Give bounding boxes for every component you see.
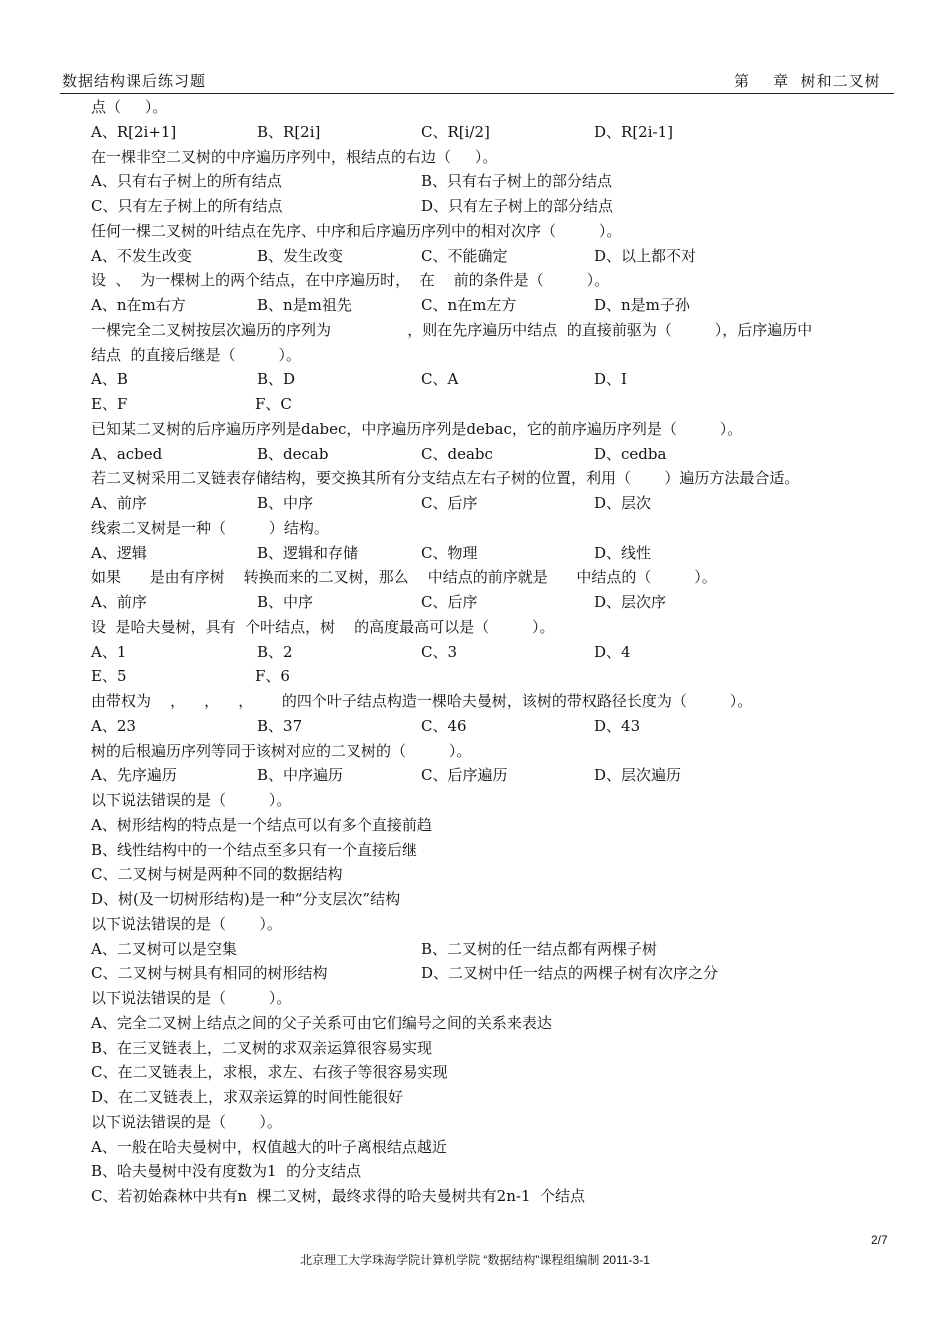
option-text: D、层次序 xyxy=(594,593,667,611)
text-line xyxy=(91,615,901,640)
line-text: 线索二叉树是一种（ ）结构。 xyxy=(91,518,329,537)
option-row xyxy=(91,937,901,962)
line-text: 以下说法错误的是（ ）。 xyxy=(91,1112,282,1131)
text-line xyxy=(91,1110,901,1135)
text-line xyxy=(91,838,901,863)
line-text: C、在二叉链表上，求根，求左、右孩子等很容易实现 xyxy=(91,1063,448,1082)
option-text: A、B xyxy=(91,370,128,389)
option-text: D、层次遍历 xyxy=(594,766,682,785)
text-line xyxy=(91,1060,901,1085)
option-text: A、逻辑 xyxy=(91,543,147,562)
text-line xyxy=(91,862,901,887)
option-text: C、n在m左方 xyxy=(421,296,517,314)
option-text: B、中序 xyxy=(257,593,314,611)
option-text: C、二叉树与树具有相同的树形结构 xyxy=(91,964,328,983)
option-text: A、二叉树可以是空集 xyxy=(91,939,237,958)
option-text: E、5 xyxy=(91,667,127,686)
option-row xyxy=(91,442,901,467)
exercise-body xyxy=(91,95,901,1209)
line-text: B、在三叉链表上，二叉树的求双亲运算很容易实现 xyxy=(91,1038,433,1057)
option-text: B、中序 xyxy=(257,494,314,512)
option-text: B、D xyxy=(257,370,296,389)
line-text: 以下说法错误的是（ ）。 xyxy=(91,791,292,809)
option-text: B、n是m祖先 xyxy=(257,296,352,314)
option-row xyxy=(91,961,901,986)
option-text: B、二叉树的任一结点都有两棵子树 xyxy=(421,939,658,958)
option-text: C、后序遍历 xyxy=(421,766,508,785)
line-text: 树的后根遍历序列等同于该树对应的二叉树的（ ）。 xyxy=(91,741,472,760)
option-text: B、只有右子树上的部分结点 xyxy=(421,172,613,191)
text-line xyxy=(91,1184,901,1209)
option-text: F、C xyxy=(255,395,292,413)
line-text: A、树形结构的特点是一个结点可以有多个直接前趋 xyxy=(91,815,432,834)
line-text: 设 、 为一棵树上的两个结点，在中序遍历时， 在 前的条件是（ ）。 xyxy=(91,271,610,290)
option-text: B、decab xyxy=(257,444,329,463)
text-line xyxy=(91,343,901,368)
option-row xyxy=(91,244,901,269)
option-text: A、1 xyxy=(91,642,127,661)
line-text: 在一棵非空二叉树的中序遍历序列中，根结点的右边（ ）。 xyxy=(91,147,498,166)
line-text: D、树(及一切树形结构)是一种“分支层次”结构 xyxy=(91,890,401,908)
option-text: E、F xyxy=(91,395,128,413)
line-text: C、二叉树与树是两种不同的数据结构 xyxy=(91,865,343,884)
option-text: A、R[2i+1] xyxy=(91,122,177,141)
text-line xyxy=(91,689,901,714)
option-text: A、23 xyxy=(91,716,136,735)
line-text: 一棵完全二叉树按层次遍历的序列为 ，则在先序遍历中结点 的直接前驱为（ ），后序遍历中 xyxy=(91,320,813,339)
line-text: A、完全二叉树上结点之间的父子关系可由它们编号之间的关系来表达 xyxy=(91,1013,552,1032)
text-line xyxy=(91,986,901,1011)
option-text: B、R[2i] xyxy=(257,122,321,141)
option-text: C、只有左子树上的所有结点 xyxy=(91,197,283,215)
line-text: 以下说法错误的是（ ）。 xyxy=(91,989,292,1007)
option-text: C、deabc xyxy=(421,444,493,463)
line-text: 如果 是由有序树 转换而来的二叉树，那么 中结点的前序就是 中结点的（ ）。 xyxy=(91,568,717,587)
option-text: B、逻辑和存储 xyxy=(257,543,359,562)
option-text: C、不能确定 xyxy=(421,246,508,265)
option-text: A、先序遍历 xyxy=(91,766,177,785)
text-line xyxy=(91,268,901,293)
option-row xyxy=(91,293,901,318)
line-text: C、若初始森林中共有n 棵二叉树，最终求得的哈夫曼树共有2n-1 个结点 xyxy=(91,1187,586,1205)
option-text: B、发生改变 xyxy=(257,246,344,265)
line-text: 任何一棵二叉树的叶结点在先序、中序和后序遍历序列中的相对次序（ ）。 xyxy=(91,221,622,240)
option-row xyxy=(91,664,901,689)
option-text: C、A xyxy=(421,370,459,389)
option-text: D、R[2i-1] xyxy=(594,122,673,141)
text-line xyxy=(91,1036,901,1061)
option-text: B、37 xyxy=(257,716,303,735)
line-text: 点（ ）。 xyxy=(91,98,168,116)
text-line xyxy=(91,417,901,442)
option-text: C、物理 xyxy=(421,543,478,562)
option-text: A、n在m右方 xyxy=(91,296,186,314)
option-text: F、6 xyxy=(255,667,290,686)
page-number: 2/7 xyxy=(871,1233,888,1247)
line-text: B、哈夫曼树中没有度数为1 的分支结点 xyxy=(91,1162,362,1181)
option-text: A、不发生改变 xyxy=(91,246,192,265)
text-line xyxy=(91,516,901,541)
option-text: C、后序 xyxy=(421,593,478,611)
option-text: D、I xyxy=(594,370,627,389)
text-line xyxy=(91,813,901,838)
option-text: D、线性 xyxy=(594,543,652,562)
option-text: C、R[i/2] xyxy=(421,122,490,141)
option-text: D、4 xyxy=(594,642,631,661)
header-title: 数据结构课后练习题 xyxy=(62,72,207,90)
text-line xyxy=(91,145,901,170)
option-text: A、前序 xyxy=(91,593,147,611)
option-row xyxy=(91,194,901,219)
header-rule xyxy=(60,93,894,94)
text-line xyxy=(91,1011,901,1036)
text-line xyxy=(91,466,901,491)
text-line xyxy=(91,95,901,120)
text-line xyxy=(91,565,901,590)
text-line xyxy=(91,1085,901,1110)
option-text: D、以上都不对 xyxy=(594,246,697,265)
text-line xyxy=(91,739,901,764)
text-line xyxy=(91,318,901,343)
option-row xyxy=(91,120,901,145)
option-text: B、2 xyxy=(257,642,293,661)
option-text: A、只有右子树上的所有结点 xyxy=(91,172,282,191)
option-text: D、二叉树中任一结点的两棵子树有次序之分 xyxy=(421,964,719,983)
text-line xyxy=(91,788,901,813)
line-text: 结点 的直接后继是（ ）。 xyxy=(91,345,301,364)
line-text: A、一般在哈夫曼树中，权值越大的叶子离根结点越近 xyxy=(91,1137,447,1156)
option-row xyxy=(91,491,901,516)
option-text: D、层次 xyxy=(594,494,652,512)
option-text: C、46 xyxy=(421,716,467,735)
option-text: C、3 xyxy=(421,642,458,661)
option-row xyxy=(91,590,901,615)
line-text: B、线性结构中的一个结点至多只有一个直接后继 xyxy=(91,840,418,859)
option-row xyxy=(91,392,901,417)
option-text: B、中序遍历 xyxy=(257,766,344,785)
footer-text: 北京理工大学珠海学院计算机学院 “数据结构”课程组编制 2011-3-1 xyxy=(300,1253,650,1267)
text-line xyxy=(91,1135,901,1160)
text-line xyxy=(91,912,901,937)
text-line xyxy=(91,219,901,244)
option-row xyxy=(91,169,901,194)
text-line xyxy=(91,1159,901,1184)
option-text: A、acbed xyxy=(91,444,163,463)
option-text: D、n是m子孙 xyxy=(594,296,690,314)
option-row xyxy=(91,541,901,566)
option-row xyxy=(91,640,901,665)
option-text: D、只有左子树上的部分结点 xyxy=(421,197,614,215)
option-text: A、前序 xyxy=(91,494,147,512)
line-text: D、在二叉链表上，求双亲运算的时间性能很好 xyxy=(91,1088,404,1106)
option-text: D、43 xyxy=(594,716,641,735)
option-row xyxy=(91,714,901,739)
line-text: 由带权为 ， ， ， 的四个叶子结点构造一棵哈夫曼树，该树的带权路径长度为（ ）。 xyxy=(91,692,753,710)
line-text: 已知某二叉树的后序遍历序列是dabec，中序遍历序列是debac，它的前序遍历序列是（ ）。 xyxy=(91,419,743,438)
header-chapter: 第 章 树和二叉树 xyxy=(734,72,881,90)
line-text: 若二叉树采用二叉链表存储结构，要交换其所有分支结点左右子树的位置，利用（ ）遍历方法最合适。 xyxy=(91,469,800,488)
option-row xyxy=(91,367,901,392)
text-line xyxy=(91,887,901,912)
option-text: C、后序 xyxy=(421,494,478,512)
option-row xyxy=(91,763,901,788)
option-text: D、cedba xyxy=(594,444,667,463)
line-text: 以下说法错误的是（ ）。 xyxy=(91,914,282,933)
line-text: 设 是哈夫曼树，具有 个叶结点，树 的高度最高可以是（ ）。 xyxy=(91,617,555,636)
